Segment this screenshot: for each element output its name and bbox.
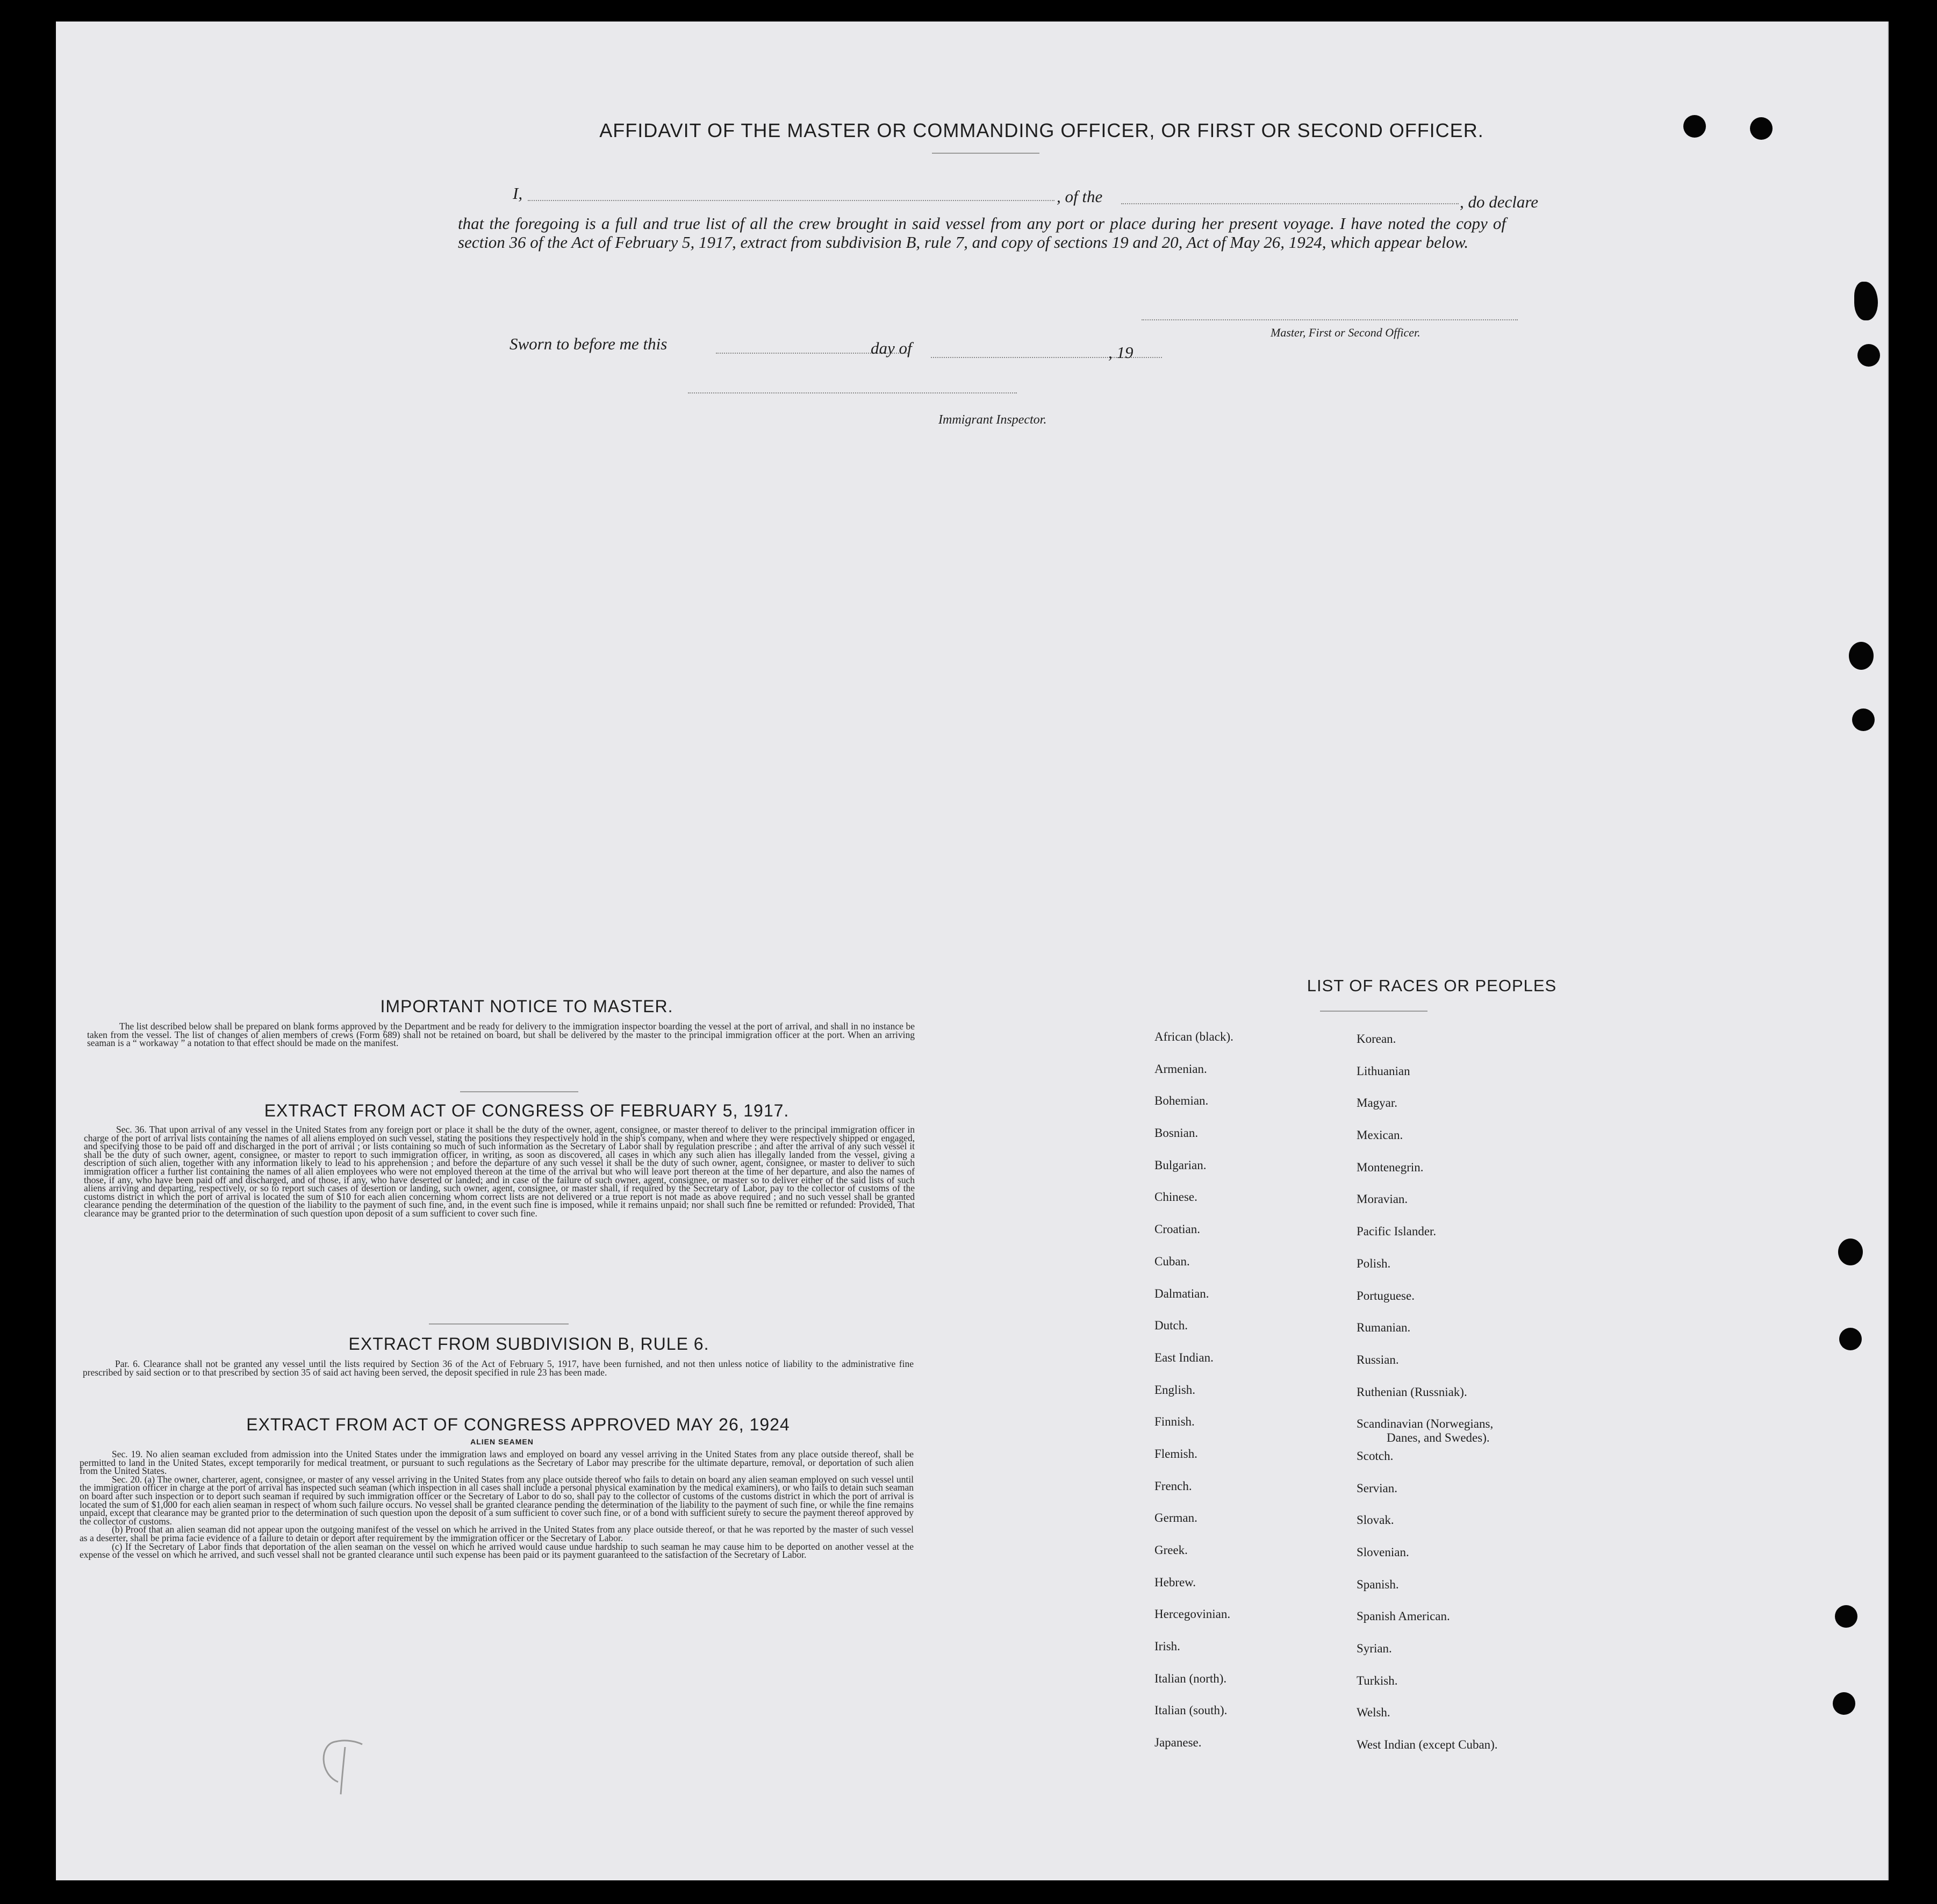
master-signature-line	[1142, 319, 1518, 320]
race-item: Cuban.	[1154, 1254, 1190, 1268]
sworn-day-of: day of	[871, 339, 912, 357]
races-left-column	[1154, 1030, 1233, 1768]
races-title: LIST OF RACES OR PEOPLES	[1307, 976, 1557, 995]
extract-1924-body	[80, 1450, 914, 1559]
race-item: Dalmatian.	[1154, 1286, 1209, 1300]
binder-hole	[1839, 1328, 1862, 1350]
race-item: Bohemian.	[1154, 1094, 1209, 1108]
race-item: Portuguese.	[1357, 1289, 1415, 1302]
affidavit-i-label: I,	[513, 184, 523, 203]
name-blank	[528, 200, 1054, 201]
sec-20c: (c) If the Secretary of Labor finds that deportation of the alien seaman on the vessel on which he arrived would cause undue hardship to such seaman he may cause him to be deported on another vessel at the expense of the vessel on which he arrived, and such vessel shall not be granted clearance until such expense has been paid or its payment guaranteed to the satisfaction of the Secretary of Labor.	[80, 1541, 914, 1561]
race-item: Dutch.	[1154, 1319, 1188, 1333]
race-item: West Indian (except Cuban).	[1357, 1738, 1498, 1752]
race-item: German.	[1154, 1511, 1197, 1525]
pencil-mark	[314, 1731, 400, 1795]
extract-1917-body: Sec. 36. That upon arrival of any vessel in the United States from any foreign port or place it shall be the duty of the owner, agent, consignee, or master thereof to deliver to the principal immigration officer in charge of the port of arrival lists containing the names of all aliens employed on such vessel, stating the positions they respectively hold in the ship's company, when and where they were respectively shipped or engaged, and specifying those to be paid off and discharged in the port of arrival ; or lists containing so much of such information as the Secretary of Labor shall by regulation prescribe ; and after the arrival of any such vessel it shall be the duty of such owner, agent, consignee, or master to report to such immigration officer, in writing, as soon as discovered, all cases in which any such alien has illegally landed from the vessel, giving a description of such alien, together with any information likely to lead to his apprehension ; and before the departure of any such vessel it shall be the duty of such owner, agent, consignee, or master to deliver to such immigration officer a further list containing the names of all alien employees who were not employed thereon at the time of the arrival but who will leave port thereon at the time of her departure, and also the names of those, if any, who have been paid off and discharged, and of those, if any, who have deserted or landed; and in case of the failure of such owner, agent, consignee, or master so to deliver either of the said lists of such aliens arriving and departing, respectively, or so to report such cases of desertion or landing, such owner, agent, consignee, or master shall, if required by the Secretary of Labor, pay to the collector of customs of the customs district in which the port of arrival is located the sum of $10 for each alien concerning whom correct lists are not delivered or a true report is not made as above required ; and no such vessel shall be granted clearance pending the determination of the question of the liability to the payment of such fine, and, in the event such fine is imposed, while it remains unpaid; nor shall such fine be remitted or refunded: Provided, That clearance may be granted prior to the determination of such question upon deposit of a sum sufficient to cover such fine.	[84, 1124, 915, 1219]
race-item: Italian (south).	[1154, 1703, 1228, 1717]
inspector-signature-line	[688, 392, 1017, 393]
extract-1924-title: EXTRACT FROM ACT OF CONGRESS APPROVED MAY 26, 1924	[246, 1415, 790, 1434]
sec-20a: Sec. 20. (a) The owner, charterer, agent, consignee, or master of any vessel arriving in the United States from any place outside thereof who fails to detain on board any alien seaman employed on such vessel until the immigration officer in charge at the port of arrival has inspected such seaman (which inspection in all cases shall include a personal physical examination by the medical examiners), or who fails to detain such seaman on board after such inspection or to deport such seaman if required by such immigration officer or the Secretary of Labor to do so, shall pay to the collector of customs of the customs district in which the port of arrival is located the sum of $1,000 for each alien seaman in respect of whom such failure occurs. No vessel shall be granted clearance pending the determination of the liability to the payment of such fine, or while the fine remains unpaid, except that clearance may be granted prior to the determination of such question upon the deposit of a sum sufficient to cover such fine, or of a bond with sufficient surety to secure the payment thereof approved by the collector of customs.	[80, 1473, 914, 1527]
race-item: French.	[1154, 1479, 1192, 1493]
race-item: Finnish.	[1154, 1415, 1195, 1429]
races-right-column	[1357, 1032, 1498, 1770]
inspector-label: Immigrant Inspector.	[938, 413, 1047, 427]
race-item: Magyar.	[1357, 1096, 1398, 1110]
binder-hole	[1838, 1239, 1863, 1265]
race-item: Scandinavian (Norwegians, Danes, and Swedes).	[1357, 1417, 1498, 1449]
binder-hole	[1849, 642, 1874, 670]
race-item: Ruthenian (Russniak).	[1357, 1385, 1467, 1399]
master-signature-label: Master, First or Second Officer.	[1271, 326, 1421, 339]
section-rule	[429, 1323, 569, 1325]
race-item: Slovak.	[1357, 1513, 1394, 1527]
extract-rule6-title: EXTRACT FROM SUBDIVISION B, RULE 6.	[348, 1334, 709, 1354]
sec-20b: (b) Proof that an alien seaman did not appear upon the outgoing manifest of the vessel on which he arrived in the United States from any place outside thereof, or that he was reported by the master of such vessel as a deserter, shall be prima facie evidence of a failure to detain or deport after requirement by the immigration officer or the Secretary of Labor.	[80, 1524, 914, 1543]
race-item: Servian.	[1357, 1481, 1398, 1495]
race-item: Lithuanian	[1357, 1064, 1410, 1078]
race-item-continuation: Danes, and Swedes).	[1387, 1431, 1490, 1445]
alien-seamen-subtitle: ALIEN SEAMEN	[470, 1437, 534, 1446]
document-sheet	[56, 22, 1889, 1880]
race-item: Chinese.	[1154, 1190, 1197, 1204]
race-item: Moravian.	[1357, 1192, 1408, 1206]
race-item: Irish.	[1154, 1640, 1180, 1654]
race-item: African (black).	[1154, 1030, 1233, 1043]
race-item: Croatian.	[1154, 1222, 1200, 1236]
title-rule	[932, 153, 1039, 154]
binder-hole	[1852, 708, 1875, 731]
race-item: Flemish.	[1154, 1447, 1197, 1461]
race-item: East Indian.	[1154, 1350, 1214, 1364]
race-item: Hercegovinian.	[1154, 1607, 1231, 1621]
race-item: Slovenian.	[1357, 1545, 1409, 1559]
race-item: Bosnian.	[1154, 1126, 1199, 1140]
race-item: Mexican.	[1357, 1128, 1403, 1142]
race-item: Greek.	[1154, 1543, 1188, 1557]
race-item: Syrian.	[1357, 1642, 1392, 1656]
race-item: Turkish.	[1357, 1673, 1398, 1687]
extract-rule6-body: Par. 6. Clearance shall not be granted any vessel until the lists required by Section 36 of the Act of February 5, 1917, have been furnished, and not then unless notice of liability to the administrative fine prescribed by said section or to that prescribed by section 35 of said act having been served, the deposit specified in rule 23 has been made.	[83, 1358, 914, 1378]
binder-hole	[1854, 282, 1878, 320]
notice-title: IMPORTANT NOTICE TO MASTER.	[380, 997, 673, 1016]
vessel-blank	[1121, 203, 1459, 204]
race-item: Bulgarian.	[1154, 1158, 1207, 1172]
race-item: Italian (north).	[1154, 1671, 1227, 1685]
race-item: Welsh.	[1357, 1706, 1390, 1720]
binder-hole	[1833, 1692, 1855, 1715]
affidavit-title: AFFIDAVIT OF THE MASTER OR COMMANDING OFFICER, OR FIRST OR SECOND OFFICER.	[599, 119, 1484, 141]
extract-1917-title: EXTRACT FROM ACT OF CONGRESS OF FEBRUARY 5, 1917.	[264, 1101, 790, 1120]
race-item: Scotch.	[1357, 1449, 1394, 1463]
race-item: Spanish.	[1357, 1577, 1399, 1591]
race-item: Japanese.	[1154, 1736, 1202, 1750]
binder-hole	[1683, 115, 1706, 138]
sworn-year: , 19	[1108, 343, 1133, 362]
notice-body: The list described below shall be prepared on blank forms approved by the Department and be ready for delivery to the immigration inspector boarding the vessel at the port of arrival, and shall in no instance be taken from the vessel. The list of changes of alien members of crews (Form 689) shall not be retained on board, but shall be delivered by the master to the principal immigration officer at the port. When an arriving seaman is a “ workaway ” a notation to that effect should be made on the manifest.	[87, 1021, 915, 1049]
binder-hole	[1835, 1605, 1857, 1628]
race-item: Montenegrin.	[1357, 1160, 1424, 1174]
race-item: Russian.	[1357, 1352, 1399, 1366]
binder-hole	[1857, 344, 1880, 367]
race-item: Hebrew.	[1154, 1575, 1196, 1589]
affidavit-declaration: that the foregoing is a full and true list of all the crew brought in said vessel from any port or place during her present voyage. I have noted the copy of section 36 of the Act of February 5, 1917, extract from subdivision B, rule 7, and copy of sections 19 and 20, Act of May 26, 1924, which appear below.	[458, 214, 1506, 252]
race-item: Korean.	[1357, 1032, 1396, 1046]
binder-hole	[1750, 117, 1773, 140]
sec-19: Sec. 19. No alien seaman excluded from admission into the United States under the immigration laws and employed on board any vessel arriving in the United States from any place outside thereof, shall be permitted to land in the United States, except temporarily for medical treatment, or pursuant to such regulations as the Secretary of Labor may prescribe for the ultimate departure, removal, or deportation of such alien from the United States.	[80, 1449, 914, 1477]
race-item: Polish.	[1357, 1256, 1391, 1270]
race-item: Spanish American.	[1357, 1609, 1450, 1623]
section-rule	[460, 1091, 578, 1092]
of-the-label: , of the	[1057, 187, 1103, 206]
race-item: Pacific Islander.	[1357, 1225, 1437, 1239]
race-item: Rumanian.	[1357, 1321, 1411, 1335]
race-item: English.	[1154, 1383, 1196, 1397]
race-item: Armenian.	[1154, 1062, 1207, 1076]
sworn-prefix: Sworn to before me this	[510, 334, 668, 353]
races-title-rule	[1320, 1011, 1427, 1012]
do-declare-label: , do declare	[1460, 192, 1539, 211]
